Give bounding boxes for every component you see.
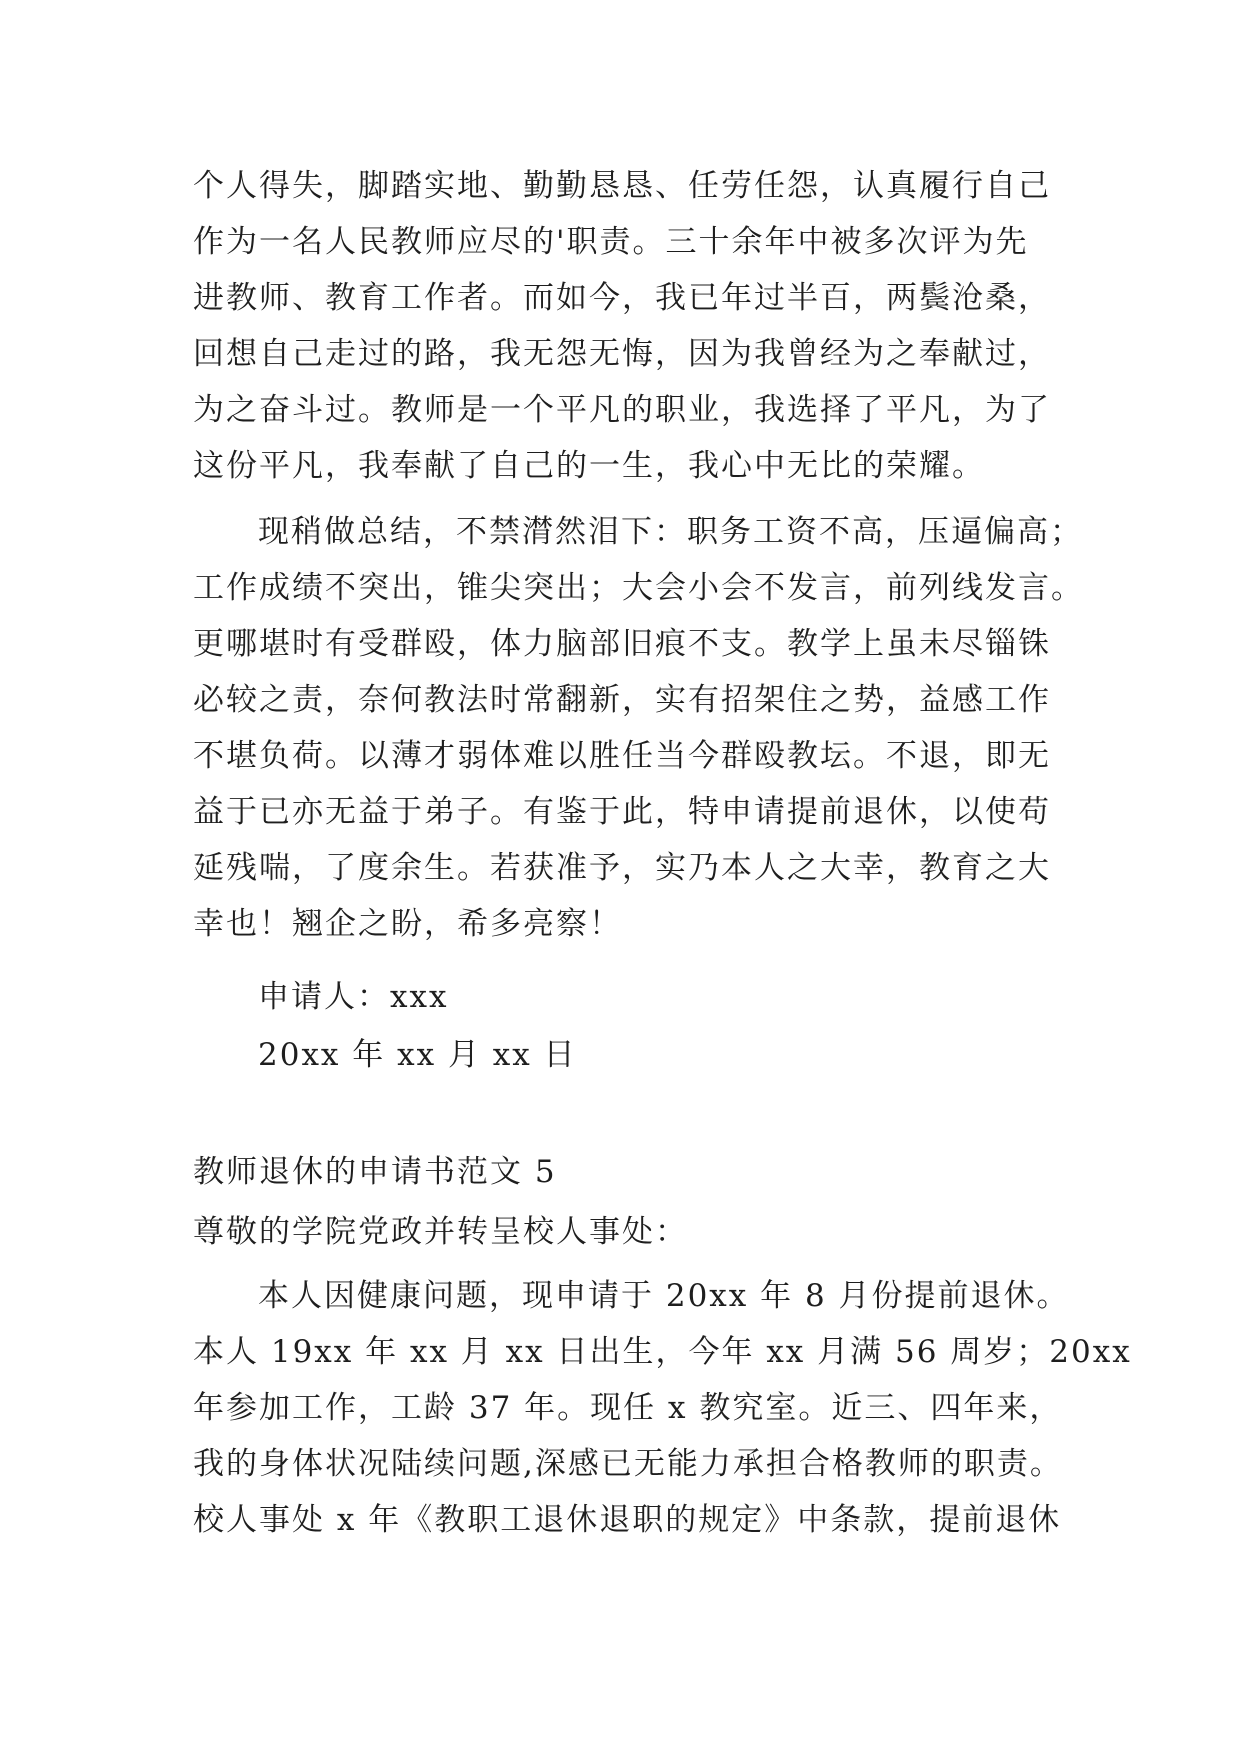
paragraph-3-line-1: 本人因健康问题，现申请于 20xx 年 8 月份提前退休。 — [258, 1278, 1070, 1314]
salutation: 尊敬的学院党政并转呈校人事处： — [193, 1214, 688, 1250]
paragraph-2-line-6: 益于已亦无益于弟子。有鉴于此，特申请提前退休，以使苟 — [193, 794, 1051, 830]
paragraph-2-line-1: 现稍做总结，不禁潸然泪下：职务工资不高，压逼偏高； — [258, 514, 1083, 550]
paragraph-2-line-4: 必较之责，奈何教法时常翻新，实有招架住之势，益感工作 — [193, 682, 1051, 718]
paragraph-2-line-8: 幸也！翘企之盼，希多亮察！ — [193, 906, 622, 942]
paragraph-1-line-1: 个人得失，脚踏实地、勤勤恳恳、任劳任怨，认真履行自己 — [193, 168, 1051, 204]
paragraph-1-line-3: 进教师、教育工作者。而如今，我已年过半百，两鬓沧桑， — [193, 280, 1051, 316]
paragraph-3-line-3: 年参加工作，工龄 37 年。现任 x 教究室。近三、四年来， — [193, 1390, 1063, 1426]
paragraph-3-line-2: 本人 19xx 年 xx 月 xx 日出生，今年 xx 月满 56 周岁；20xx — [193, 1334, 1132, 1370]
paragraph-2-line-7: 延残喘，了度余生。若获准予，实乃本人之大幸，教育之大 — [193, 850, 1051, 886]
date-line: 20xx 年 xx 月 xx 日 — [258, 1037, 577, 1073]
paragraph-2-line-5: 不堪负荷。以薄才弱体难以胜任当今群殴教坛。不退，即无 — [193, 738, 1051, 774]
paragraph-1-line-4: 回想自己走过的路，我无怨无悔，因为我曾经为之奉献过， — [193, 336, 1051, 372]
paragraph-1-line-2: 作为一名人民教师应尽的'职责。三十余年中被多次评为先 — [193, 224, 1029, 260]
paragraph-3-line-5: 校人事处 x 年《教职工退休退职的规定》中条款，提前退休 — [193, 1502, 1062, 1538]
paragraph-2-line-3: 更哪堪时有受群殴，体力脑部旧痕不支。教学上虽未尽锱铢 — [193, 626, 1051, 662]
section-title: 教师退休的申请书范文 5 — [193, 1154, 557, 1190]
paragraph-2-line-2: 工作成绩不突出，锥尖突出；大会小会不发言，前列线发言。 — [193, 570, 1084, 606]
paragraph-1-line-6: 这份平凡，我奉献了自己的一生，我心中无比的荣耀。 — [193, 448, 985, 484]
paragraph-3-line-4: 我的身体状况陆续问题,深感已无能力承担合格教师的职责。 — [193, 1446, 1063, 1482]
paragraph-1-line-5: 为之奋斗过。教师是一个平凡的职业，我选择了平凡，为了 — [193, 392, 1051, 428]
applicant-line: 申请人：xxx — [258, 979, 449, 1015]
